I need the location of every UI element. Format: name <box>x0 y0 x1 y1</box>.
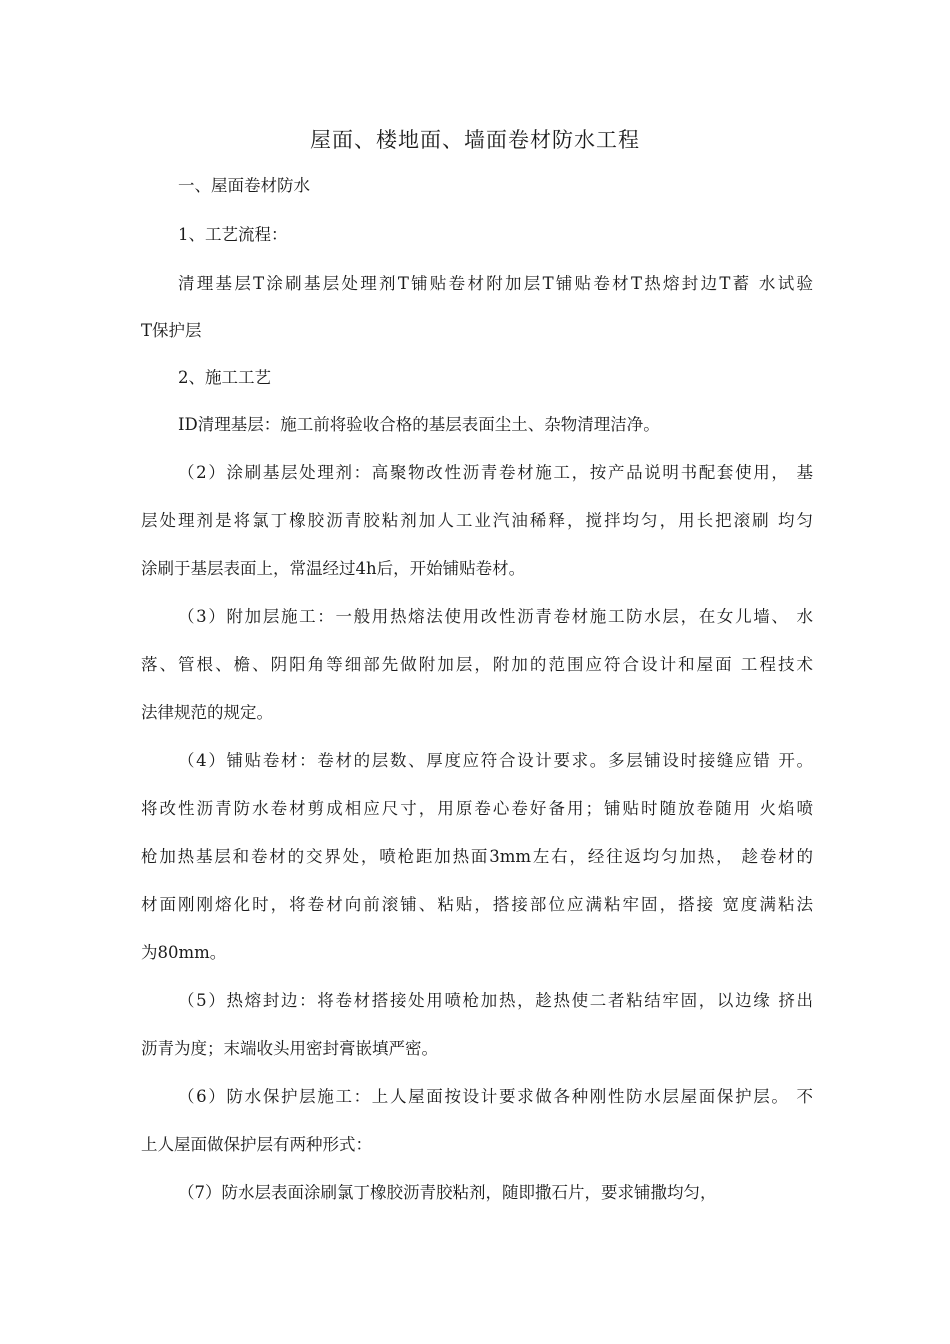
step-1-line-1: ID清理基层：施工前将验收合格的基层表面尘土、杂物清理洁净。 <box>178 415 660 434</box>
step-4-line-3: 枪加热基层和卷材的交界处，喷枪距加热面3mm左右，经往返均匀加热， 趁卷材的 <box>141 847 813 866</box>
subsection-process-flow: 1、工艺流程： <box>178 225 288 244</box>
step-4-line-2: 将改性沥青防水卷材剪成相应尺寸，用原卷心卷好备用；铺贴时随放卷随用 火焰喷 <box>141 799 813 818</box>
process-flow-line-2: T保护层 <box>141 321 202 340</box>
step-5-line-2: 沥青为度；末端收头用密封膏嵌填严密。 <box>141 1039 438 1058</box>
step-3-line-3: 法律规范的规定。 <box>141 703 273 722</box>
step-5-line-1: （5）热熔封边：将卷材搭接处用喷枪加热，趁热使二者粘结牢固，以边缘 挤出 <box>178 991 813 1010</box>
step-6-line-1: （6）防水保护层施工：上人屋面按设计要求做各种刚性防水层屋面保护层。 不 <box>178 1087 813 1106</box>
section-heading-roof: 一、屋面卷材防水 <box>178 176 310 195</box>
document-title: 屋面、楼地面、墙面卷材防水工程 <box>310 128 640 152</box>
step-7-line-1: （7）防水层表面涂刷氯丁橡胶沥青胶粘剂，随即撒石片，要求铺撒均匀， <box>178 1183 717 1202</box>
step-4-line-4: 材面刚刚熔化时，将卷材向前滚铺、粘贴，搭接部位应满粘牢固，搭接 宽度满粘法 <box>141 895 813 914</box>
step-3-line-1: （3）附加层施工：一般用热熔法使用改性沥青卷材施工防水层，在女儿墙、 水 <box>178 607 813 626</box>
subsection-construction: 2、施工工艺 <box>178 368 271 387</box>
step-4-line-1: （4）铺贴卷材：卷材的层数、厚度应符合设计要求。多层铺设时接缝应错 开。 <box>178 751 813 770</box>
step-2-line-3: 涂刷于基层表面上，常温经过4h后，开始铺贴卷材。 <box>141 559 526 578</box>
process-flow-line-1: 清理基层T涂刷基层处理剂T铺贴卷材附加层T铺贴卷材T热熔封边T蓄 水试验 <box>178 274 813 293</box>
step-2-line-2: 层处理剂是将氯丁橡胶沥青胶粘剂加人工业汽油稀释，搅拌均匀，用长把滚刷 均匀 <box>141 511 813 530</box>
step-3-line-2: 落、管根、檐、阴阳角等细部先做附加层，附加的范围应符合设计和屋面 工程技术 <box>141 655 813 674</box>
step-6-line-2: 上人屋面做保护层有两种形式： <box>141 1135 372 1154</box>
step-4-line-5: 为80mm。 <box>141 943 227 962</box>
step-2-line-1: （2）涂刷基层处理剂：高聚物改性沥青卷材施工，按产品说明书配套使用， 基 <box>178 463 813 482</box>
